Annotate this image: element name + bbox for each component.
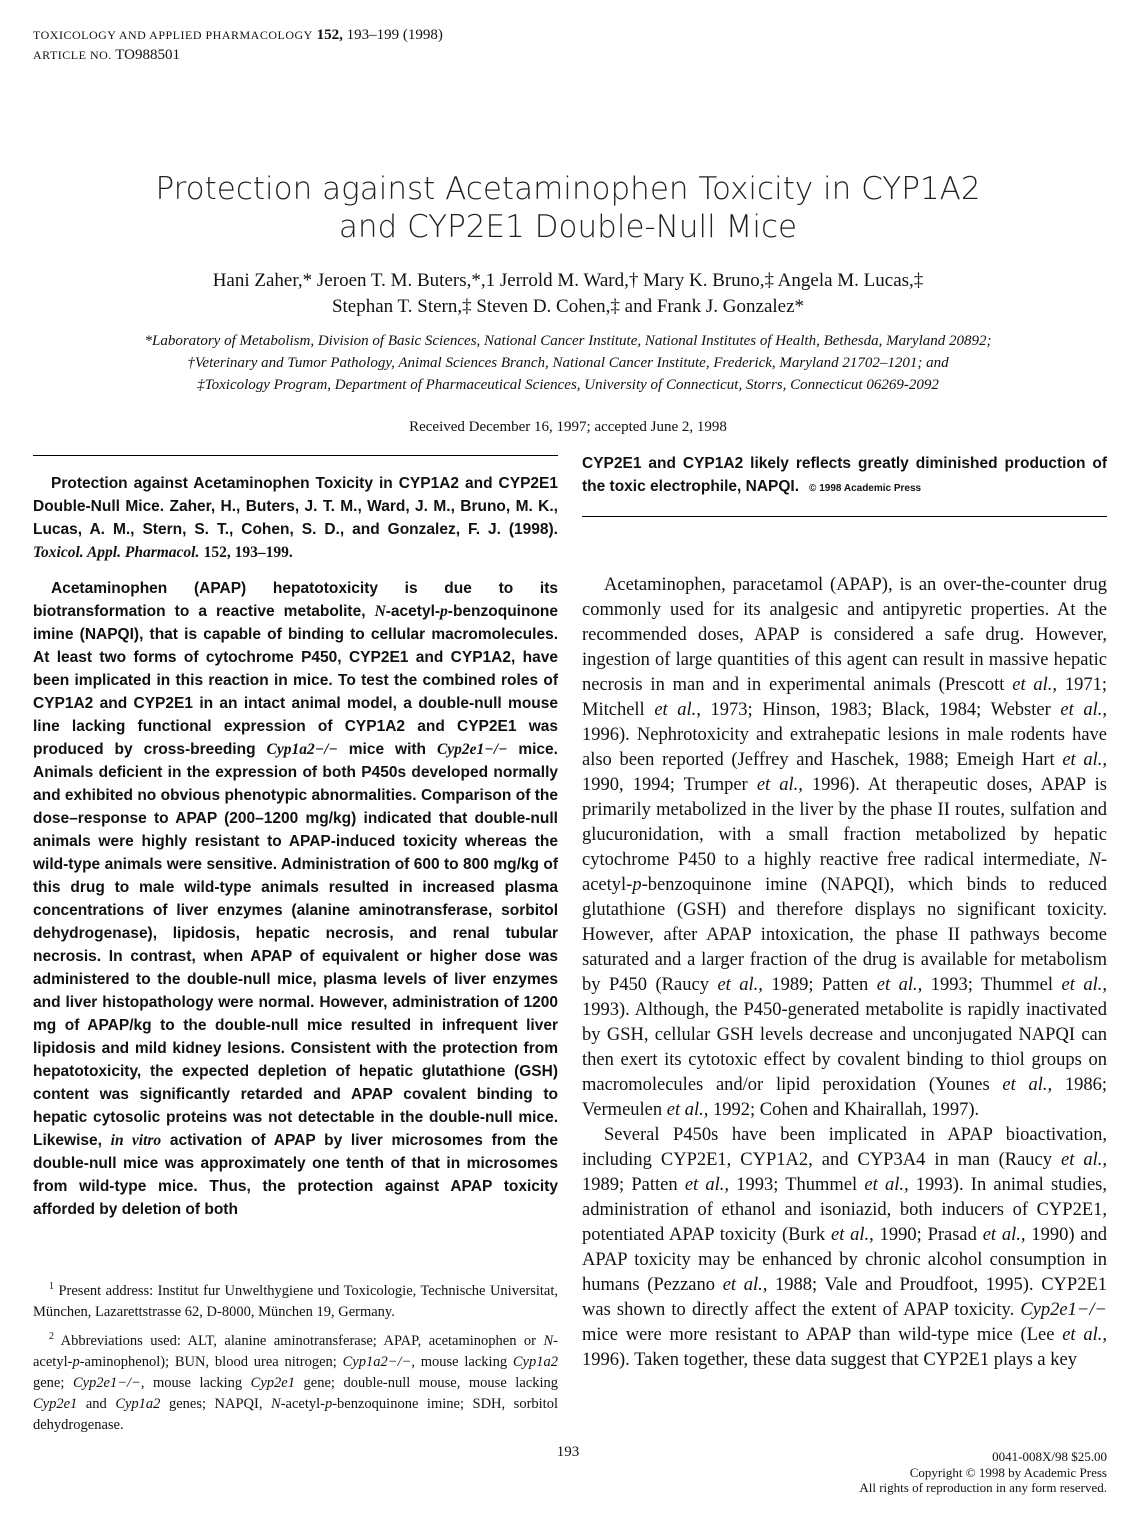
italic-segment: et al.,	[1012, 675, 1058, 695]
italic-segment: et al.,	[717, 975, 763, 995]
affiliation-2: †Veterinary and Tumor Pathology, Animal Sciences Branch, National Cancer Institute, Frederick, Maryland 21702–1201; and	[187, 355, 949, 371]
text-segment: 1990) and APAP toxicity may be enhanced by chronic alcohol consumption in humans (Pezzano	[582, 1225, 1108, 1295]
italic-segment: et al.,	[1060, 700, 1108, 720]
abstract-top-rule	[33, 455, 558, 456]
body-paragraph-2	[582, 1123, 1107, 1373]
text-segment: 1971; Mitchell	[582, 675, 1107, 720]
title-line-1: Protection against Acetaminophen Toxicity in CYP1A2	[155, 171, 981, 207]
text-segment: 1992; Cohen and Khairallah, 1997).	[708, 1100, 980, 1120]
text-segment: 1993). In animal studies, administration of ethanol and isoniazid, both inducers of CYP2E1, potentiated APAP toxicity (Burk	[582, 1175, 1107, 1245]
volume: 152,	[316, 27, 343, 43]
text-segment: -acetyl-	[582, 850, 1107, 895]
citation-journal: Toxicol. Appl. Pharmacol.	[33, 544, 200, 561]
article-title	[0, 170, 1136, 246]
abstract-copyright: © 1998 Academic Press	[809, 483, 922, 494]
italic-segment: N	[1088, 850, 1101, 870]
text-segment: 1990; Prasad	[873, 1225, 983, 1245]
affiliation-1: *Laboratory of Metabolism, Division of Basic Sciences, National Cancer Institute, National Institutes of Health, Bethesda, Maryland 20892;	[144, 333, 992, 349]
footnote-2: $^2$ Abbreviations used: ALT, alanine aminotransferase; APAP, acetaminophen or N-acetyl-p-aminophenol); BUN, blood urea nitrogen; Cyp1a2−/−, mouse lacking Cyp1a2 gene; Cyp2e1−/−, mouse lacking Cyp2e1 gene; double-null mouse, mouse lacking Cyp2e1 and Cyp1a2 genes; NAPQI, N-acetyl-p-benzoquinone imine; SDH, sorbitol dehydrogenase.	[33, 1330, 558, 1433]
text-segment: Several P450s have been implicated in APAP bioactivation, including CYP2E1, CYP1A2, and CYP3A4 in man (Raucy	[582, 1125, 1107, 1170]
journal-name: TOXICOLOGY AND APPLIED PHARMACOLOGY	[33, 28, 313, 42]
italic-segment: et al.,	[1061, 1150, 1107, 1170]
text-segment: 1989; Patten	[762, 975, 877, 995]
italic-segment: et al.,	[654, 700, 701, 720]
author-list	[0, 268, 1136, 320]
text-segment: 1996). Nephrotoxicity and extrahepatic lesions in male rodents have also been reported (Jeffrey and Haschek, 1988; Emeigh Hart	[582, 725, 1107, 770]
italic-segment: et al.,	[722, 1275, 768, 1295]
article-label: ARTICLE NO.	[33, 48, 112, 62]
page-number: 193	[556, 1444, 580, 1460]
italic-segment: et al.,	[876, 975, 923, 995]
abstract-body: Acetaminophen (APAP) hepatotoxicity is due to its biotransformation to a reactive metabolite, N-acetyl-p-benzoquinone imine (NAPQI), that is capable of binding to cellular macromolecules. At least two forms of cytochrome P450, CYP2E1 and CYP1A2, have been implicated in this reaction in mice. To test the combined roles of CYP1A2 and CYP2E1 in an intact animal model, a double-null mouse line lacking functional expression of CYP1A2 and CYP2E1 was produced by cross-breeding Cyp1a2−/− mice with Cyp2e1−/− mice. Animals deficient in the expression of both P450s developed normally and exhibited no obvious phenotypic abnormalities. Comparison of the dose–response to APAP (200–1200 mg/kg) indicated that double-null animals were highly resistant to APAP-induced toxicity whereas the wild-type animals were sensitive. Administration of 600 to 800 mg/kg of this drug to male wild-type animals resulted in increased plasma concentrations of liver enzymes (alanine aminotransferase, sorbitol dehydrogenase), lipidosis, hepatic necrosis, and renal tubular necrosis. In contrast, when APAP of equivalent or higher dose was administered to the double-null mice, plasma levels of liver enzymes and liver histopathology were normal. However, administration of 1200 mg of APAP/kg to the double-null mice resulted in infrequent liver lipidosis and mild kidney lesions. Consistent with the protection from hepatotoxicity, the expected depletion of hepatic glutathione (GSH) content was significantly retarded and APAP covalent binding to hepatic cytosolic proteins was not detectable in the double-null mice. Likewise, in vitro activation of APAP by liver microsomes from the double-null mice was approximately one tenth of that in microsomes from wild-type mice. Thus, the protection against APAP toxicity afforded by deletion of both	[33, 580, 558, 1218]
text-segment: 1986; Vermeulen	[582, 1075, 1107, 1120]
text-segment: Acetaminophen, paracetamol (APAP), is an over-the-counter drug commonly used for its analgesic and antipyretic properties. At the recommended doses, APAP is considered a safe drug. However, ingestion of large quantities of this agent can result in massive hepatic necrosis in man and in experimental animals (Prescott	[582, 575, 1107, 695]
text-segment: 1996). Taken together, these data suggest that CYP2E1 plays a key	[582, 1350, 1077, 1370]
received-dates: Received December 16, 1997; accepted June 2, 1998	[409, 419, 727, 435]
text-segment: 1993; Thummel	[922, 975, 1062, 995]
italic-segment: et al.,	[1061, 975, 1107, 995]
italic-segment: et al.,	[982, 1225, 1026, 1245]
price-code: 0041-008X/98 $25.00	[992, 1449, 1107, 1464]
pages-year: 193–199 (1998)	[346, 27, 443, 43]
text-segment: 1990, 1994; Trumper	[582, 775, 757, 795]
italic-segment: et al.,	[864, 1175, 909, 1195]
italic-segment: et al.,	[684, 1175, 730, 1195]
footnote-1: $^1$ Present address: Institut fur Unwelthygiene und Toxicologie, Technische Universitat, München, Lazarettstrasse 62, D-8000, München 19, Germany.	[33, 1281, 558, 1320]
italic-segment: Cyp2e1−/−	[1020, 1300, 1107, 1320]
italic-segment: et al.,	[666, 1100, 709, 1120]
text-segment: 1996). At therapeutic doses, APAP is primarily metabolized in the liver by the phase II routes, sulfation and glucuronidation, with a small fraction metabolized by hepatic cytochrome P450 to a highly reactive free radical intermediate,	[582, 775, 1107, 870]
text-segment: mice were more resistant to APAP than wild-type mice (Lee	[582, 1325, 1063, 1345]
affiliation-3: ‡Toxicology Program, Department of Pharmaceutical Sciences, University of Connecticut, Storrs, Connecticut 06269-2092	[197, 377, 939, 393]
rights-statement: All rights of reproduction in any form reserved.	[859, 1480, 1107, 1495]
body-text	[582, 573, 1107, 1373]
text-segment: 1993; Thummel	[729, 1175, 865, 1195]
body-paragraph-1	[582, 573, 1107, 1123]
affiliations	[0, 330, 1136, 396]
authors-line-1: Hani Zaher,* Jeroen T. M. Buters,*,1 Jerrold M. Ward,† Mary K. Bruno,‡ Angela M. Lucas,‡	[212, 270, 924, 291]
citation-pages: 152, 193–199.	[203, 544, 293, 561]
footnotes	[33, 1276, 558, 1439]
text-segment: 1993). Although, the P450-generated metabolite is rapidly inactivated by GSH, cellular GSH levels decrease and unconjugated NAPQI can then exert its cytotoxic effect by covalent binding to thiol groups on macromolecules and/or lipid peroxidation (Younes	[582, 1000, 1107, 1095]
text-segment: 1988; Vale and Proudfoot, 1995). CYP2E1 was shown to directly affect the extent of APAP toxicity.	[582, 1275, 1107, 1320]
text-segment: -benzoquinone imine (NAPQI), which binds to reduced glutathione (GSH) and therefore displays no significant toxicity. However, after APAP intoxication, the phase II pathways become saturated and a larger fraction of the drug is available for metabolism by P450 (Raucy	[582, 875, 1107, 995]
text-segment: 1973; Hinson, 1983; Black, 1984; Webster	[700, 700, 1061, 720]
abstract-end-rule	[582, 516, 1107, 517]
publisher-info	[859, 1449, 1107, 1496]
article-number: TO988501	[115, 47, 180, 63]
italic-segment: et al.,	[1002, 1075, 1053, 1095]
italic-segment: et al.,	[831, 1225, 874, 1245]
italic-segment: et al.,	[756, 775, 803, 795]
abstract-citation: Protection against Acetaminophen Toxicity in CYP1A2 and CYP2E1 Double-Null Mice. Zaher, H., Buters, J. T. M., Ward, J. M., Bruno, M. K., Lucas, A. M., Stern, S. T., Cohen, S. D., and Gonzalez, F. J. (1998). Toxicol. Appl. Pharmacol. 152, 193–199.	[33, 475, 558, 561]
text-segment: 1989; Patten	[582, 1175, 685, 1195]
abstract-continuation: CYP2E1 and CYP1A2 likely reflects greatly diminished production of the toxic electrophile, NAPQI. © 1998 Academic Press	[582, 455, 1107, 495]
authors-line-2: Stephan T. Stern,‡ Steven D. Cohen,‡ and Frank J. Gonzalez*	[331, 296, 805, 317]
publisher-copyright: Copyright © 1998 by Academic Press	[909, 1464, 1107, 1480]
italic-segment: p	[632, 875, 642, 895]
title-line-2: and CYP2E1 Double-Null Mice	[338, 209, 798, 245]
running-header	[33, 25, 443, 65]
italic-segment: et al.,	[1062, 1325, 1107, 1345]
italic-segment: et al.,	[1062, 750, 1107, 770]
